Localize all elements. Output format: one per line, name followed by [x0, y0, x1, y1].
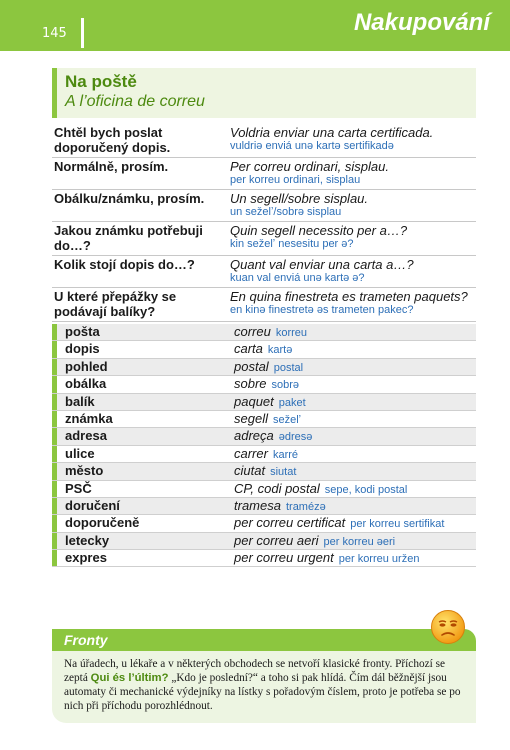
vocab-pronunciation: siutat: [270, 466, 297, 479]
vocab-catalan: per correu urgent: [234, 550, 334, 566]
vocab-czech: pošta: [65, 324, 100, 339]
fronty-text-after: „Kdo je poslední?“ a toho si pak hlídá. Čím dál běžnější jsou automaty či mechanické výdejníky na lístky s pořadovým číslem, proto je potřeba se po nich při příchodu porozhlédnout.: [64, 672, 461, 712]
vocab-czech: balík: [65, 393, 95, 409]
phrase-catalan: En quina finestreta es trameten paquets?: [230, 289, 468, 304]
phrase-list: [52, 124, 476, 322]
vocab-pronunciation: seželʼ: [272, 413, 302, 426]
vocab-catalan: per correu certificat: [234, 515, 346, 531]
vocab-pronunciation: sobrə: [271, 379, 300, 392]
sad-smiley-icon: [430, 609, 466, 645]
fronty-highlight: Qui és l’últim?: [90, 672, 169, 684]
phrase-catalan: Quant val enviar una carta a…?: [230, 257, 414, 272]
phrase-czech: Obálku/známku, prosím.: [54, 191, 205, 206]
vocab-catalan: adreça: [234, 428, 274, 444]
vocab-pronunciation: per korreu uržen: [338, 553, 420, 566]
vocab-catalan: CP, codi postal: [234, 480, 320, 496]
vocab-catalan: paquet: [234, 393, 274, 409]
vocab-row: [52, 359, 476, 376]
phrase-pronunciation: kin seželʼ nesesitu per ə?: [230, 238, 354, 250]
vocab-catalan: tramesa: [234, 497, 281, 513]
vocab-row: [52, 376, 476, 393]
fronty-text-before: Na úřadech, u lékaře a v některých obchodech se netvoří klasické fronty. Příchozí se zeptá: [64, 658, 446, 684]
vocab-row: [52, 515, 476, 532]
vocab-row: [52, 533, 476, 550]
phrase-catalan: Voldria enviar una carta certificada.: [230, 125, 434, 140]
vocab-pronunciation: tramézə: [285, 500, 326, 513]
vocab-pronunciation: per korreu sertifikat: [350, 518, 445, 531]
vocab-row: [52, 341, 476, 358]
section-accent-bar: [52, 68, 57, 118]
vocab-row: [52, 394, 476, 411]
phrase-catalan: Quin segell necessito per a…?: [230, 223, 408, 238]
vocab-catalan: per correu aeri: [234, 532, 319, 548]
vocab-catalan: sobre: [234, 376, 267, 392]
fronty-title: Fronty: [64, 632, 108, 648]
vocab-row: [52, 463, 476, 480]
vocab-czech: pohled: [65, 358, 108, 374]
vocab-row: [52, 324, 476, 341]
phrase-czech: Chtěl bych poslat doporučený dopis.: [54, 125, 171, 155]
phrase-pronunciation: per korreu ordinari, sisplau: [230, 174, 361, 186]
phrase-row: [52, 222, 476, 256]
vocab-row: [52, 446, 476, 463]
fronty-body: [52, 651, 476, 723]
vocab-czech: známka: [65, 410, 113, 426]
vocab-pronunciation: postal: [273, 361, 304, 374]
phrase-czech: Normálně, prosím.: [54, 159, 169, 174]
vocab-czech: doporučeně: [65, 515, 140, 531]
vocab-czech: obálka: [65, 376, 107, 392]
vocab-catalan: carrer: [234, 445, 268, 461]
vocab-czech: doručení: [65, 497, 120, 513]
vocab-czech: adresa: [65, 428, 107, 444]
phrase-pronunciation: un seželʼ/sobrə sisplau: [230, 206, 342, 218]
section-title-box: [52, 68, 476, 118]
vocab-pronunciation: korreu: [275, 327, 308, 339]
vocab-catalan: ciutat: [234, 463, 266, 479]
fronty-header: [52, 629, 476, 651]
vocab-row: [52, 428, 476, 445]
chapter-title: Nakupování: [353, 9, 490, 36]
vocab-czech: město: [65, 463, 104, 479]
vocab-pronunciation: ədresə: [278, 431, 313, 444]
vocab-pronunciation: paket: [278, 396, 306, 409]
vocab-pronunciation: per korreu əeri: [323, 535, 396, 548]
vocab-row: [52, 550, 476, 567]
phrase-pronunciation: en kinə finestretə əs trameten pakec?: [230, 304, 414, 316]
phrase-row: [52, 288, 476, 322]
phrase-czech: Jakou známku potřebuji do…?: [54, 223, 203, 253]
section-title-czech: Na poště: [65, 72, 137, 91]
vocab-czech: expres: [65, 550, 107, 566]
phrase-row: [52, 158, 476, 190]
page-number: 145: [42, 26, 67, 41]
vocab-catalan: postal: [234, 358, 269, 374]
phrase-row: [52, 124, 476, 158]
vocab-czech: PSČ: [65, 480, 92, 496]
vocab-row: [52, 481, 476, 498]
vocab-czech: dopis: [65, 341, 100, 357]
vocab-row: [52, 498, 476, 515]
phrase-catalan: Per correu ordinari, sisplau.: [230, 159, 389, 174]
vocab-czech: ulice: [65, 445, 95, 461]
phrase-czech: Kolik stojí dopis do…?: [54, 257, 195, 272]
vocab-czech: letecky: [65, 532, 110, 548]
vocab-catalan: correu: [234, 324, 271, 339]
phrase-czech: U které přepážky se podávají balíky?: [54, 289, 177, 319]
vocab-pronunciation: kartə: [267, 344, 293, 357]
phrase-pronunciation: kuan val enviá unə kartə ə?: [230, 272, 365, 284]
phrase-catalan: Un segell/sobre sisplau.: [230, 191, 369, 206]
chapter-header: [0, 0, 510, 51]
phrase-row: [52, 256, 476, 288]
section-title-catalan: A l’oficina de correu: [65, 93, 205, 110]
fronty-text: [64, 657, 468, 713]
vocab-pronunciation: karré: [272, 448, 299, 461]
phrase-pronunciation: vuldriə enviá unə kartə sertifikadə: [230, 140, 394, 152]
vocab-catalan: carta: [234, 341, 263, 357]
phrase-row: [52, 190, 476, 222]
vocabulary-table: [52, 324, 476, 567]
vocab-row: [52, 411, 476, 428]
vocab-catalan: segell: [234, 410, 268, 426]
vocab-pronunciation: sepe, kodi postal: [324, 483, 408, 496]
page-divider: [81, 18, 84, 48]
